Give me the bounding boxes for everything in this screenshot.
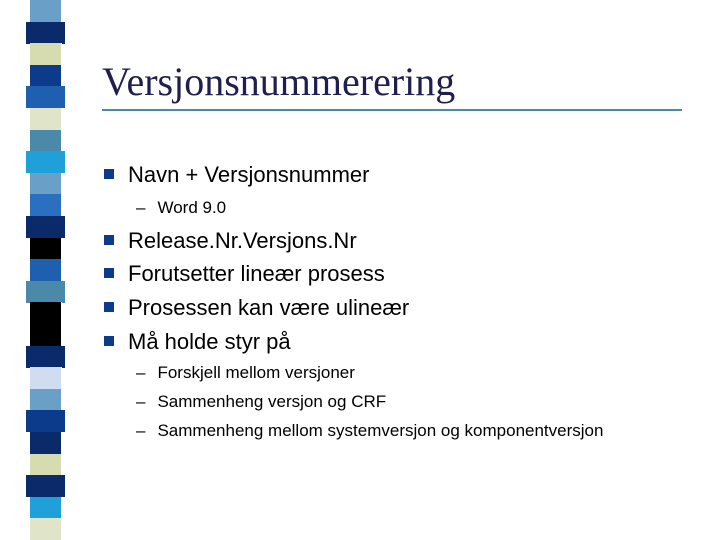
bullet-item <box>104 329 291 355</box>
sub-bullet-text: Forskjell mellom versjoner <box>157 363 355 382</box>
stripe-block <box>26 22 66 44</box>
stripe-block <box>26 410 66 432</box>
sub-bullet-text: Sammenheng versjon og CRF <box>157 392 387 411</box>
dash-marker: – <box>136 198 146 217</box>
stripe-block <box>30 259 62 281</box>
bullet-text: Prosessen kan være ulineær <box>128 295 410 320</box>
dash-marker: – <box>136 363 146 382</box>
bullet-text: Må holde styr på <box>128 329 291 354</box>
slide-title: Versjonsnummerering <box>102 59 456 104</box>
sub-bullet-item <box>136 198 226 218</box>
stripe-block <box>26 475 66 497</box>
stripe-block <box>30 389 62 411</box>
stripe-block <box>30 497 62 519</box>
stripe-block <box>26 86 66 108</box>
decorative-stripe <box>0 0 66 540</box>
stripe-block <box>30 194 62 216</box>
stripe-block <box>30 432 62 454</box>
stripe-block <box>30 43 62 65</box>
sub-bullet-item <box>136 363 355 383</box>
bullet-item <box>104 261 385 287</box>
stripe-block <box>30 324 62 346</box>
stripe-block <box>30 302 62 324</box>
stripe-block <box>26 281 66 303</box>
square-bullet-icon <box>104 235 114 245</box>
sub-bullet-item <box>136 421 603 441</box>
stripe-block <box>30 108 62 130</box>
stripe-block <box>30 238 62 260</box>
title-rule <box>102 109 682 111</box>
bullet-text: Navn + Versjonsnummer <box>128 162 370 187</box>
bullet-text: Release.Nr.Versjons.Nr <box>128 228 357 253</box>
stripe-block <box>26 151 66 173</box>
stripe-block <box>26 346 66 368</box>
bullet-text: Forutsetter lineær prosess <box>128 261 385 286</box>
stripe-block <box>30 454 62 476</box>
square-bullet-icon <box>104 336 114 346</box>
bullet-item <box>104 162 370 188</box>
dash-marker: – <box>136 392 146 411</box>
square-bullet-icon <box>104 268 114 278</box>
square-bullet-icon <box>104 302 114 312</box>
stripe-block <box>30 367 62 389</box>
sub-bullet-text: Sammenheng mellom systemversjon og komponentversjon <box>157 421 604 440</box>
stripe-block <box>30 518 62 540</box>
square-bullet-icon <box>104 169 114 179</box>
bullet-item <box>104 295 409 321</box>
stripe-block <box>26 216 66 238</box>
stripe-block <box>30 0 62 22</box>
sub-bullet-text: Word 9.0 <box>157 198 227 217</box>
stripe-block <box>30 130 62 152</box>
stripe-block <box>30 65 62 87</box>
sub-bullet-item <box>136 392 386 412</box>
stripe-block <box>30 173 62 195</box>
dash-marker: – <box>136 421 146 440</box>
bullet-item <box>104 228 357 254</box>
